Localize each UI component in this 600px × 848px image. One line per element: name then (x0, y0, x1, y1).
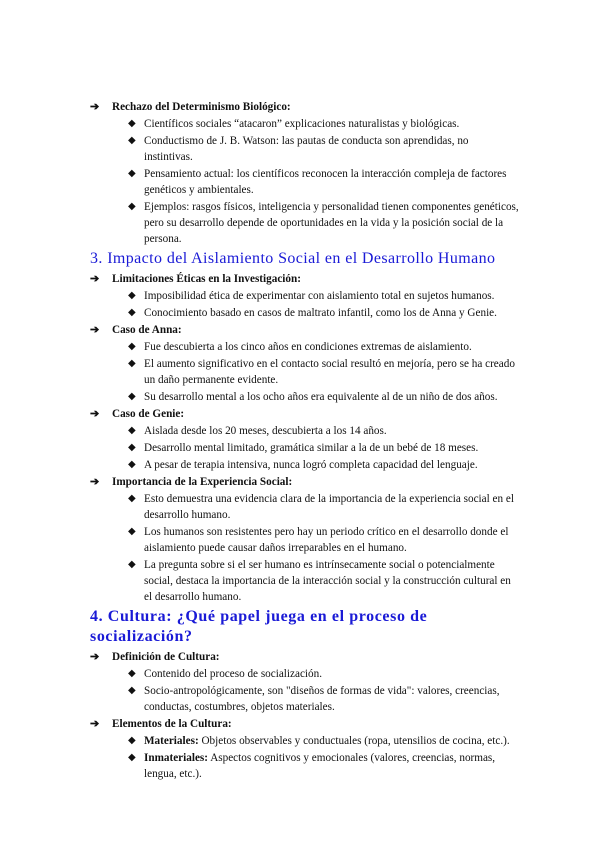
diamond-icon: ◆ (128, 135, 136, 146)
heading-text: Caso de Genie: (112, 408, 185, 420)
diamond-icon: ◆ (128, 526, 136, 537)
heading-caso-genie (90, 406, 520, 422)
arrow-icon: ➔ (90, 476, 100, 488)
bullet-list (90, 116, 520, 247)
list-item: ◆ Desarrollo mental limitado, gramática similar a la de un bebé de 18 meses. (128, 442, 479, 454)
heading-caso-anna (90, 322, 520, 338)
diamond-icon: ◆ (128, 735, 136, 746)
diamond-icon: ◆ (128, 290, 136, 301)
arrow-icon: ➔ (90, 408, 100, 420)
term-label: Inmateriales: (144, 752, 209, 764)
heading-rechazo-determinismo (90, 99, 520, 115)
diamond-icon: ◆ (128, 358, 136, 369)
list-item: ◆ El aumento significativo en el contacto social resultó en mejoría, pero se ha creado un daño permanente evidente. (128, 358, 515, 386)
heading-text: Rechazo del Determinismo Biológico: (112, 101, 291, 113)
list-item: ◆ La pregunta sobre si el ser humano es intrínsecamente social o potencialmente social, destaca la importancia de la interacción social y la construcción cultural en el desarrollo humano. (128, 559, 511, 603)
section-3-title: 3. Impacto del Aislamiento Social en el Desarrollo Humano (90, 250, 496, 267)
diamond-icon: ◆ (128, 493, 136, 504)
arrow-icon: ➔ (90, 101, 100, 113)
list-item: ◆ Su desarrollo mental a los ocho años era equivalente al de un niño de dos años. (128, 391, 498, 403)
heading-text: Limitaciones Éticas en la Investigación: (112, 273, 301, 285)
bullet-list (90, 339, 520, 405)
arrow-icon: ➔ (90, 273, 100, 285)
document-content (90, 99, 520, 783)
bullet-list (90, 666, 520, 715)
diamond-icon: ◆ (128, 201, 136, 212)
heading-text: Elementos de la Cultura: (112, 718, 232, 730)
list-item: ◆ Pensamiento actual: los científicos reconocen la interacción compleja de factores genéticos y ambientales. (128, 168, 507, 196)
list-item: ◆ Conductismo de J. B. Watson: las pautas de conducta son aprendidas, no instintivas. (128, 135, 469, 163)
diamond-icon: ◆ (128, 168, 136, 179)
heading-importancia-experiencia (90, 474, 520, 490)
arrow-icon: ➔ (90, 324, 100, 336)
arrow-icon: ➔ (90, 718, 100, 730)
bullet-list (90, 288, 520, 321)
list-item: ◆ Materiales: Objetos observables y conductuales (ropa, utensilios de cocina, etc.). (128, 735, 510, 747)
heading-elementos-cultura (90, 716, 520, 732)
diamond-icon: ◆ (128, 425, 136, 436)
list-item: ◆ A pesar de terapia intensiva, nunca logró completa capacidad del lenguaje. (128, 459, 478, 471)
list-item: ◆ Conocimiento basado en casos de maltrato infantil, como los de Anna y Genie. (128, 307, 497, 319)
diamond-icon: ◆ (128, 559, 136, 570)
bullet-list (90, 491, 520, 605)
bullet-list (90, 733, 520, 782)
list-item: ◆ Científicos sociales “atacaron” explicaciones naturalistas y biológicas. (128, 118, 460, 130)
arrow-icon: ➔ (90, 651, 100, 663)
heading-limitaciones-eticas (90, 271, 520, 287)
heading-text: Importancia de la Experiencia Social: (112, 476, 293, 488)
list-item: ◆ Los humanos son resistentes pero hay un periodo crítico en el desarrollo donde el aislamiento puede causar daños irreparables en el humano. (128, 526, 509, 554)
heading-definicion-cultura (90, 649, 520, 665)
diamond-icon: ◆ (128, 341, 136, 352)
list-item: ◆ Aislada desde los 20 meses, descubierta a los 14 años. (128, 425, 387, 437)
list-item: ◆ Imposibilidad ética de experimentar con aislamiento total en sujetos humanos. (128, 290, 495, 302)
list-item: ◆ Contenido del proceso de socialización. (128, 668, 323, 680)
diamond-icon: ◆ (128, 118, 136, 129)
heading-text: Definición de Cultura: (112, 651, 220, 663)
diamond-icon: ◆ (128, 685, 136, 696)
diamond-icon: ◆ (128, 668, 136, 679)
diamond-icon: ◆ (128, 307, 136, 318)
list-item: ◆ Ejemplos: rasgos físicos, inteligencia y personalidad tienen componentes genéticos, pero su desarrollo depende de oportunidades en la vida y la posición social de la persona. (128, 201, 519, 245)
list-item: ◆ Inmateriales: Aspectos cognitivos y emocionales (valores, creencias, normas, lengua, etc.). (128, 752, 496, 780)
bullet-list (90, 423, 520, 473)
section-4-title: 4. Cultura: ¿Qué papel juega en el proceso de socialización? (90, 608, 428, 645)
heading-text: Caso de Anna: (112, 324, 182, 336)
list-item: ◆ Fue descubierta a los cinco años en condiciones extremas de aislamiento. (128, 341, 472, 353)
term-label: Materiales: (144, 735, 199, 747)
diamond-icon: ◆ (128, 459, 136, 470)
diamond-icon: ◆ (128, 752, 136, 763)
diamond-icon: ◆ (128, 391, 136, 402)
list-item: ◆ Esto demuestra una evidencia clara de la importancia de la experiencia social en el desarrollo humano. (128, 493, 514, 521)
diamond-icon: ◆ (128, 442, 136, 453)
list-item: ◆ Socio-antropológicamente, son "diseños de formas de vida": valores, creencias, conductas, costumbres, objetos materiales. (128, 685, 500, 713)
